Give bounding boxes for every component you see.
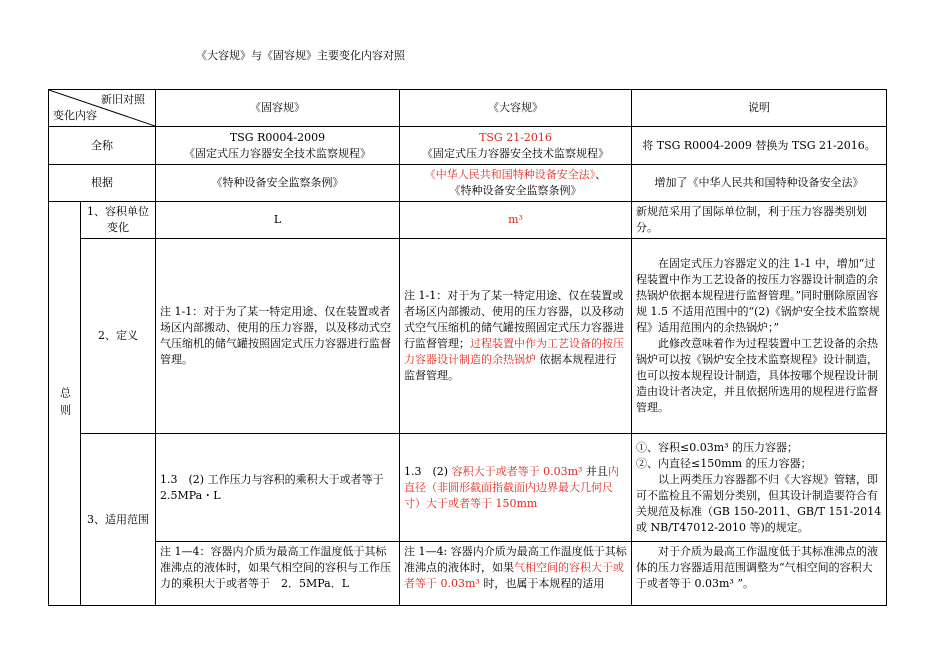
unit-old: L xyxy=(156,202,400,239)
comparison-table xyxy=(48,89,887,606)
general-section-text: 总则 xyxy=(58,386,72,421)
header-corner-top: 新旧对照 xyxy=(101,93,145,106)
header-corner-bottom: 变化内容 xyxy=(53,109,97,122)
scope-note-2: 对于介质为最高工作温度低于其标准沸点的液体的压力容器适用范围调整为“气相空间的容积大于或者等于 0.03m³ ”。 xyxy=(632,542,887,606)
scope-new-1-prefix: 1.3 (2) xyxy=(404,464,452,478)
row-scope xyxy=(49,434,887,542)
basis-new xyxy=(400,165,632,202)
definition-new xyxy=(400,239,632,434)
basis-label: 根据 xyxy=(49,165,156,202)
header-old-regulation: 《固容规》 xyxy=(156,90,400,127)
fullname-old-title: 《固定式压力容器安全技术监察规程》 xyxy=(184,146,371,160)
scope-label: 3、适用范围 xyxy=(81,434,156,606)
definition-note-p2: 此修改意味着作为过程装置中工艺设备的余热锅炉可以按《锅炉安全技术监察规程》设计制造，也可以按本规程设计制造，具体按哪个规程设计制造由设计者决定，并且依据所选用的规程进行监督管理。 xyxy=(636,337,878,414)
definition-label: 2、定义 xyxy=(81,239,156,434)
scope-old-2: 注 1—4：容器内介质为最高工作温度低于其标准沸点的液体时，如果气相空间的容积与工作压力的乘积大于或者等于 2．5MPa．L xyxy=(156,542,400,606)
definition-note-p1: 在固定式压力容器定义的注 1-1 中，增加“过程装置中作为工艺设备的按压力容器设计制造的余热锅炉依据本规程进行监督管理。”同时删除原固容规 1.5 不适用范围中的“(2)《锅炉安全技术监察规程》适用范围内的余热锅炉；” xyxy=(636,257,880,334)
unit-new: m³ xyxy=(400,202,632,239)
general-section-label xyxy=(49,202,81,606)
scope-note-1-item1: ①、容积≤0.03m³ 的压力容器； xyxy=(636,440,799,454)
header-note: 说明 xyxy=(632,90,887,127)
basis-note: 增加了《中华人民共和国特种设备安全法》 xyxy=(632,165,887,202)
definition-new-tail: 依据本规程进行监督管理。 xyxy=(404,353,617,382)
fullname-new xyxy=(400,127,632,165)
fullname-old xyxy=(156,127,400,165)
header-corner-cell xyxy=(49,90,156,127)
scope-note-1-item2: ②、内直径≤150mm 的压力容器； xyxy=(636,456,812,470)
definition-new-text: 注 1-1：对于为了某一特定用途、仅在装置或者场区内部搬动、使用的压力容器，以及移动式空气压缩机的储气罐按照固定式压力容器进行监督管理； xyxy=(404,289,624,350)
definition-new-highlight: 过程装置中作为工艺设备的按压力容器设计制造的余热锅炉 xyxy=(404,337,624,366)
scope-new-1-and: 并且 xyxy=(582,464,608,478)
scope-new-1-volume: 容积大于或者等于 0.03m³ xyxy=(451,464,583,478)
definition-note xyxy=(632,239,887,434)
row-definition xyxy=(49,239,887,434)
fullname-new-code: TSG 21-2016 xyxy=(479,130,552,144)
unit-label: 1、容积单位变化 xyxy=(81,202,156,239)
definition-old: 注 1-1：对于为了某一特定用途、仅在装置或者场区内部搬动、使用的压力容器，以及移动式空气压缩机的储气罐按照固定式压力容器进行监督管理。 xyxy=(156,239,400,434)
basis-new-regulation: 《特种设备安全监察条例》 xyxy=(449,184,582,197)
scope-new-2-tail: 时，也属于本规程的适用 xyxy=(479,577,605,590)
header-new-regulation: 《大容规》 xyxy=(400,90,632,127)
row-fullname xyxy=(49,127,887,165)
scope-new-2-highlight: 气相空间的容积大于或者等于 0.03m³ xyxy=(404,561,624,590)
scope-new-1-diameter: 内直径（非圆形截面指截面内边界最大几何尺寸）大于或者等于 150mm xyxy=(404,464,619,510)
fullname-new-title: 《固定式压力容器安全技术监察规程》 xyxy=(422,146,609,160)
scope-new-2-text: 注 1—4: 容器内介质为最高工作温度低于其标准沸点的液体时，如果 xyxy=(404,545,627,574)
basis-new-law: 《中华人民共和国特种设备安全法》 xyxy=(424,168,596,181)
row-unit xyxy=(49,202,887,239)
header-row xyxy=(49,90,887,127)
row-scope-2 xyxy=(49,542,887,606)
fullname-note: 将 TSG R0004-2009 替换为 TSG 21-2016。 xyxy=(632,127,887,165)
row-basis xyxy=(49,165,887,202)
scope-new-2 xyxy=(400,542,632,606)
fullname-old-code: TSG R0004-2009 xyxy=(229,130,326,144)
basis-old: 《特种设备安全监察条例》 xyxy=(156,165,400,202)
scope-note-1 xyxy=(632,434,887,542)
scope-old-1: 1.3 (2) 工作压力与容积的乘积大于或者等于 2.5MPa・L xyxy=(156,434,400,542)
unit-note: 新规范采用了国际单位制，利于压力容器类别划分。 xyxy=(632,202,887,239)
scope-note-1-para: 以上两类压力容器都不归《大容规》管辖，即可不监检且不需划分类别，但其设计制造要符合有关规范及标准（GB 150-2011、GB/T 151-2014 或 NB/T47012-2010 等)的规定。 xyxy=(636,472,882,534)
page-title: 《大容规》与《固容规》主要变化内容对照 xyxy=(196,49,405,62)
fullname-label: 全称 xyxy=(49,127,156,165)
basis-new-sep: 、 xyxy=(595,168,607,181)
scope-new-1 xyxy=(400,434,632,542)
